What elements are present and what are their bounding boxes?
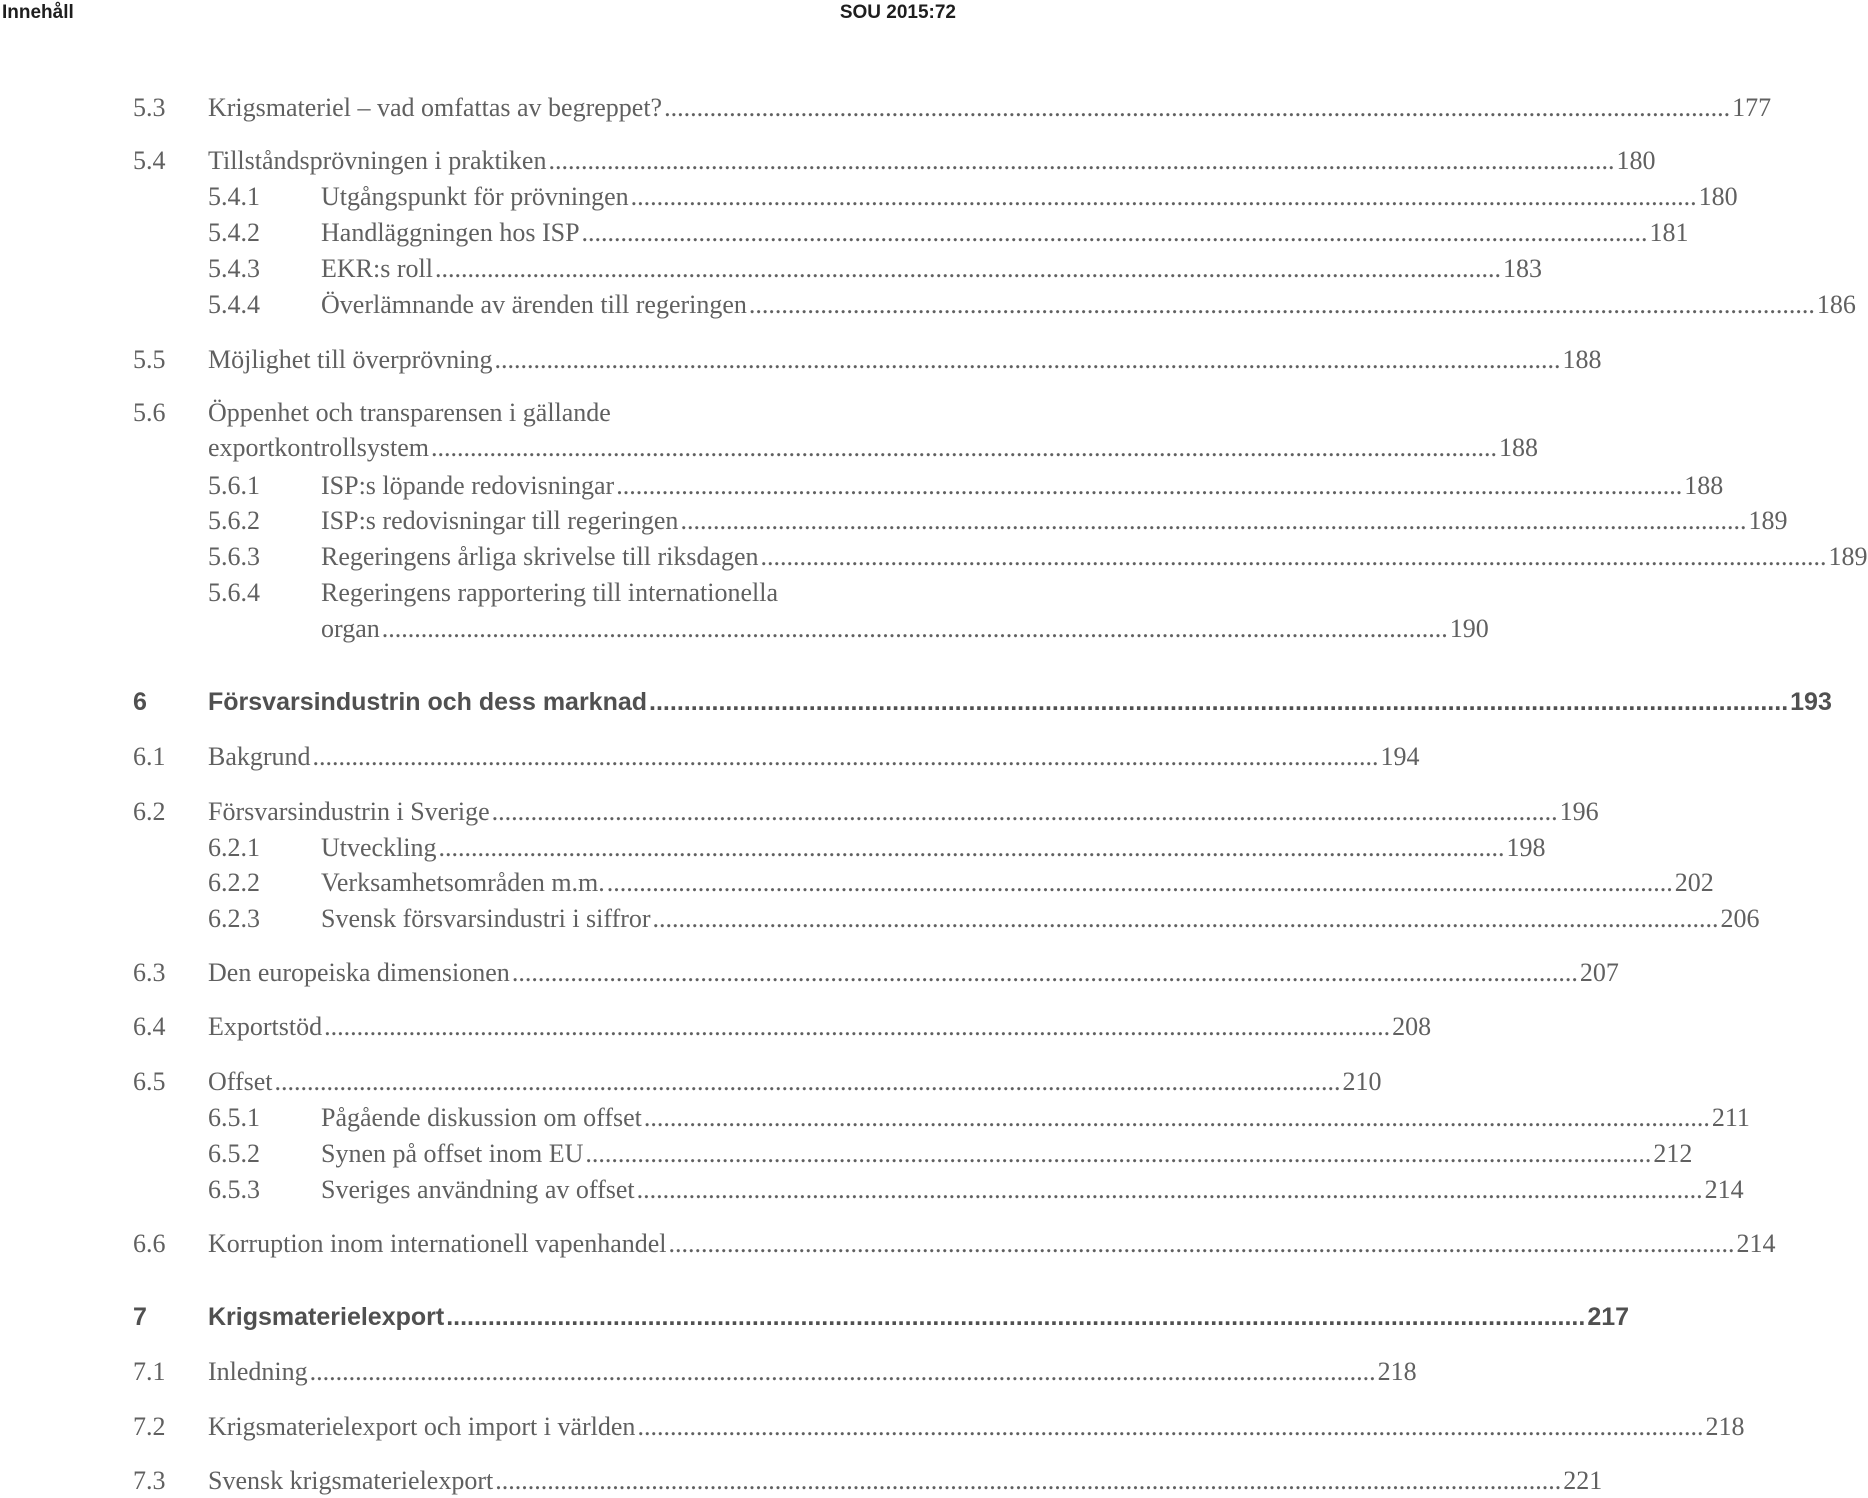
toc-entry-title: Försvarsindustrin i Sverige bbox=[208, 797, 490, 826]
toc-entry-page-number: 218 bbox=[1377, 1357, 1417, 1386]
toc-entry-page-number: 221 bbox=[1563, 1466, 1603, 1495]
toc-entry[interactable] bbox=[0, 957, 1619, 989]
toc-chapter-entry[interactable] bbox=[0, 686, 1832, 718]
dot-leader: .................................................................................................................................................................... bbox=[760, 542, 1827, 571]
dot-leader: .................................................................................................................................................................... bbox=[491, 797, 1558, 826]
toc-entry-number: 5.4.4 bbox=[208, 290, 260, 319]
toc-entry-page-number: 207 bbox=[1579, 958, 1619, 987]
toc-entry-number: 6.6 bbox=[133, 1229, 166, 1258]
toc-entry[interactable] bbox=[0, 1138, 1693, 1170]
dot-leader: .................................................................................................................................................................... bbox=[494, 345, 1561, 374]
toc-entry-number: 5.3 bbox=[133, 93, 166, 122]
toc-entry-title: exportkontrollsystem bbox=[208, 433, 429, 462]
dot-leader: .................................................................................................................................................................... bbox=[649, 688, 1789, 716]
toc-entry-page-number: 218 bbox=[1705, 1412, 1745, 1441]
toc-entry-number: 7.2 bbox=[133, 1412, 166, 1441]
dot-leader: .................................................................................................................................................................... bbox=[748, 290, 1815, 319]
toc-entry-page-number: 181 bbox=[1649, 218, 1689, 247]
dot-leader: .................................................................................................................................................................... bbox=[438, 833, 1505, 862]
toc-entry-number: 6.5 bbox=[133, 1067, 166, 1096]
dot-leader: .................................................................................................................................................................... bbox=[664, 93, 1731, 122]
toc-entry-page-number: 211 bbox=[1711, 1103, 1750, 1132]
toc-entry-title: Utveckling bbox=[321, 833, 437, 862]
toc-entry-number: 5.5 bbox=[133, 345, 166, 374]
dot-leader: .................................................................................................................................................................... bbox=[324, 1012, 1391, 1041]
toc-entry[interactable] bbox=[0, 344, 1602, 376]
dot-leader: .................................................................................................................................................................... bbox=[430, 433, 1497, 462]
toc-entry-title-first-line: Öppenhet och transparensen i gällande bbox=[208, 398, 611, 427]
toc-entry[interactable] bbox=[0, 541, 1868, 573]
toc-entry-number: 7 bbox=[133, 1303, 147, 1331]
toc-entry-title: Krigsmateriel – vad omfattas av begreppet? bbox=[208, 93, 663, 122]
toc-entry-title: Svensk krigsmaterielexport bbox=[208, 1466, 494, 1495]
dot-leader: .................................................................................................................................................................... bbox=[381, 614, 1448, 643]
dot-leader: .................................................................................................................................................................... bbox=[495, 1466, 1562, 1495]
toc-entry[interactable] bbox=[0, 289, 1856, 321]
dot-leader: .................................................................................................................................................................... bbox=[606, 868, 1673, 897]
toc-entry[interactable] bbox=[0, 92, 1772, 124]
toc-entry[interactable] bbox=[0, 1102, 1750, 1134]
dot-leader: .................................................................................................................................................................... bbox=[630, 182, 1697, 211]
dot-leader: .................................................................................................................................................................... bbox=[312, 742, 1379, 771]
toc-entry[interactable] bbox=[0, 181, 1738, 213]
toc-entry-title: Sveriges användning av offset bbox=[321, 1175, 635, 1204]
toc-entry-number: 5.6.2 bbox=[208, 506, 260, 535]
toc-entry-number: 5.6 bbox=[133, 398, 166, 427]
toc-entry[interactable] bbox=[0, 1411, 1745, 1443]
toc-entry-title: Handläggningen hos ISP bbox=[321, 218, 580, 247]
toc-entry-page-number: 189 bbox=[1748, 506, 1788, 535]
toc-entry[interactable] bbox=[0, 1174, 1744, 1206]
toc-entry-title: Tillståndsprövningen i praktiken bbox=[208, 146, 547, 175]
toc-entry-page-number: 188 bbox=[1562, 345, 1602, 374]
dot-leader: .................................................................................................................................................................... bbox=[581, 218, 1648, 247]
toc-entry[interactable] bbox=[0, 903, 1760, 935]
toc-entry-number: 6.5.3 bbox=[208, 1175, 260, 1204]
toc-entry-title: Korruption inom internationell vapenhandel bbox=[208, 1229, 667, 1258]
toc-entry-page-number: 194 bbox=[1380, 742, 1420, 771]
toc-entry[interactable] bbox=[0, 832, 1546, 864]
toc-entry[interactable] bbox=[0, 796, 1599, 828]
toc-entry-number: 6.5.2 bbox=[208, 1139, 260, 1168]
toc-entry-title: ISP:s redovisningar till regeringen bbox=[321, 506, 679, 535]
toc-entry-number: 5.4.1 bbox=[208, 182, 260, 211]
toc-entry-page-number: 188 bbox=[1498, 433, 1538, 462]
toc-entry-page-number: 189 bbox=[1828, 542, 1868, 571]
dot-leader: .................................................................................................................................................................... bbox=[668, 1229, 1735, 1258]
toc-entry-title: Krigsmaterielexport bbox=[208, 1303, 445, 1331]
toc-entry-title: ISP:s löpande redovisningar bbox=[321, 471, 615, 500]
toc-entry-number: 6.2.1 bbox=[208, 833, 260, 862]
toc-entry-page-number: 183 bbox=[1502, 254, 1542, 283]
toc-entry-page-number: 212 bbox=[1653, 1139, 1693, 1168]
toc-entry-page-number: 210 bbox=[1342, 1067, 1382, 1096]
toc-entry-number: 7.1 bbox=[133, 1357, 166, 1386]
toc-entry-title: Exportstöd bbox=[208, 1012, 323, 1041]
toc-entry-number: 5.6.1 bbox=[208, 471, 260, 500]
toc-entry-page-number: 180 bbox=[1616, 146, 1656, 175]
toc-entry-title: Inledning bbox=[208, 1357, 308, 1386]
toc-entry-number: 6.2 bbox=[133, 797, 166, 826]
toc-entry-number: 6.2.2 bbox=[208, 868, 260, 897]
toc-entry-number: 6.4 bbox=[133, 1012, 166, 1041]
dot-leader: .................................................................................................................................................................... bbox=[643, 1103, 1710, 1132]
dot-leader: .................................................................................................................................................................... bbox=[309, 1357, 1376, 1386]
section-label: Innehåll bbox=[2, 2, 74, 23]
toc-entry-title: EKR:s roll bbox=[321, 254, 433, 283]
dot-leader: .................................................................................................................................................................... bbox=[585, 1139, 1652, 1168]
dot-leader: .................................................................................................................................................................... bbox=[274, 1067, 1341, 1096]
toc-entry[interactable] bbox=[0, 1011, 1432, 1043]
toc-entry-number: 6.2.3 bbox=[208, 904, 260, 933]
toc-entry-number: 7.3 bbox=[133, 1466, 166, 1495]
document-id: SOU 2015:72 bbox=[839, 2, 956, 23]
toc-entry-number: 6.1 bbox=[133, 742, 166, 771]
toc-chapter-entry[interactable] bbox=[0, 1301, 1630, 1333]
toc-entry-title: Pågående diskussion om offset bbox=[321, 1103, 642, 1132]
toc-entry-page-number: 177 bbox=[1732, 93, 1772, 122]
toc-entry-page-number: 196 bbox=[1559, 797, 1599, 826]
toc-entry[interactable] bbox=[0, 432, 1538, 464]
toc-entry-number: 6 bbox=[133, 688, 147, 716]
toc-entry-title: Synen på offset inom EU bbox=[321, 1139, 584, 1168]
toc-entry-number: 5.4 bbox=[133, 146, 166, 175]
toc-entry-page-number: 193 bbox=[1790, 688, 1832, 716]
toc-entry-page-number: 214 bbox=[1736, 1229, 1776, 1258]
toc-entry[interactable] bbox=[0, 1228, 1776, 1260]
toc-entry-number: 5.6.4 bbox=[208, 578, 260, 607]
dot-leader: .................................................................................................................................................................... bbox=[616, 471, 1683, 500]
toc-entry-title-first-line: Regeringens rapportering till internationella bbox=[321, 578, 779, 607]
toc-entry[interactable] bbox=[0, 1356, 1417, 1388]
toc-entry-number: 6.3 bbox=[133, 958, 166, 987]
toc-entry-title: organ bbox=[321, 614, 380, 643]
toc-entry[interactable] bbox=[0, 217, 1689, 249]
toc-entry-title: Överlämnande av ärenden till regeringen bbox=[321, 290, 747, 319]
dot-leader: .................................................................................................................................................................... bbox=[680, 506, 1747, 535]
dot-leader: .................................................................................................................................................................... bbox=[446, 1303, 1586, 1331]
toc-entry-title: Försvarsindustrin och dess marknad bbox=[208, 688, 648, 716]
toc-entry[interactable] bbox=[0, 613, 1489, 645]
dot-leader: .................................................................................................................................................................... bbox=[548, 146, 1615, 175]
dot-leader: .................................................................................................................................................................... bbox=[434, 254, 1501, 283]
toc-entry-page-number: 217 bbox=[1587, 1303, 1630, 1331]
toc-entry-title: Bakgrund bbox=[208, 742, 311, 771]
toc-entry[interactable] bbox=[0, 741, 1420, 773]
toc-entry-page-number: 180 bbox=[1698, 182, 1738, 211]
toc-entry-number: 5.4.3 bbox=[208, 254, 260, 283]
toc-entry-page-number: 190 bbox=[1449, 614, 1489, 643]
toc-entry-page-number: 198 bbox=[1506, 833, 1546, 862]
toc-entry-title: Krigsmaterielexport och import i världen bbox=[208, 1412, 636, 1441]
toc-entry[interactable] bbox=[0, 505, 1788, 537]
toc-entry-page-number: 208 bbox=[1392, 1012, 1432, 1041]
toc-entry-title: Svensk försvarsindustri i siffror bbox=[321, 904, 651, 933]
toc-entry[interactable] bbox=[0, 253, 1542, 285]
toc-entry-page-number: 186 bbox=[1816, 290, 1856, 319]
toc-entry-title: Utgångspunkt för prövningen bbox=[321, 182, 629, 211]
toc-entry-number: 5.6.3 bbox=[208, 542, 260, 571]
toc-entry-title: Möjlighet till överprövning bbox=[208, 345, 493, 374]
toc-entry[interactable] bbox=[0, 867, 1714, 899]
dot-leader: .................................................................................................................................................................... bbox=[636, 1175, 1703, 1204]
toc-entry-page-number: 206 bbox=[1720, 904, 1760, 933]
toc-entry-page-number: 188 bbox=[1684, 471, 1724, 500]
toc-entry[interactable] bbox=[0, 470, 1724, 502]
toc-entry-number: 6.5.1 bbox=[208, 1103, 260, 1132]
dot-leader: .................................................................................................................................................................... bbox=[637, 1412, 1704, 1441]
dot-leader: .................................................................................................................................................................... bbox=[511, 958, 1578, 987]
toc-entry-title: Den europeiska dimensionen bbox=[208, 958, 510, 987]
toc-entry[interactable] bbox=[0, 1066, 1382, 1098]
toc-entry[interactable] bbox=[0, 1465, 1603, 1497]
toc-entry-title: Offset bbox=[208, 1067, 273, 1096]
toc-entry-page-number: 202 bbox=[1674, 868, 1714, 897]
toc-entry-title: Verksamhetsområden m.m. bbox=[321, 868, 605, 897]
dot-leader: .................................................................................................................................................................... bbox=[652, 904, 1719, 933]
toc-entry-number: 5.4.2 bbox=[208, 218, 260, 247]
toc-entry-title: Regeringens årliga skrivelse till riksdagen bbox=[321, 542, 759, 571]
toc-entry-page-number: 214 bbox=[1704, 1175, 1744, 1204]
toc-entry[interactable] bbox=[0, 145, 1656, 177]
